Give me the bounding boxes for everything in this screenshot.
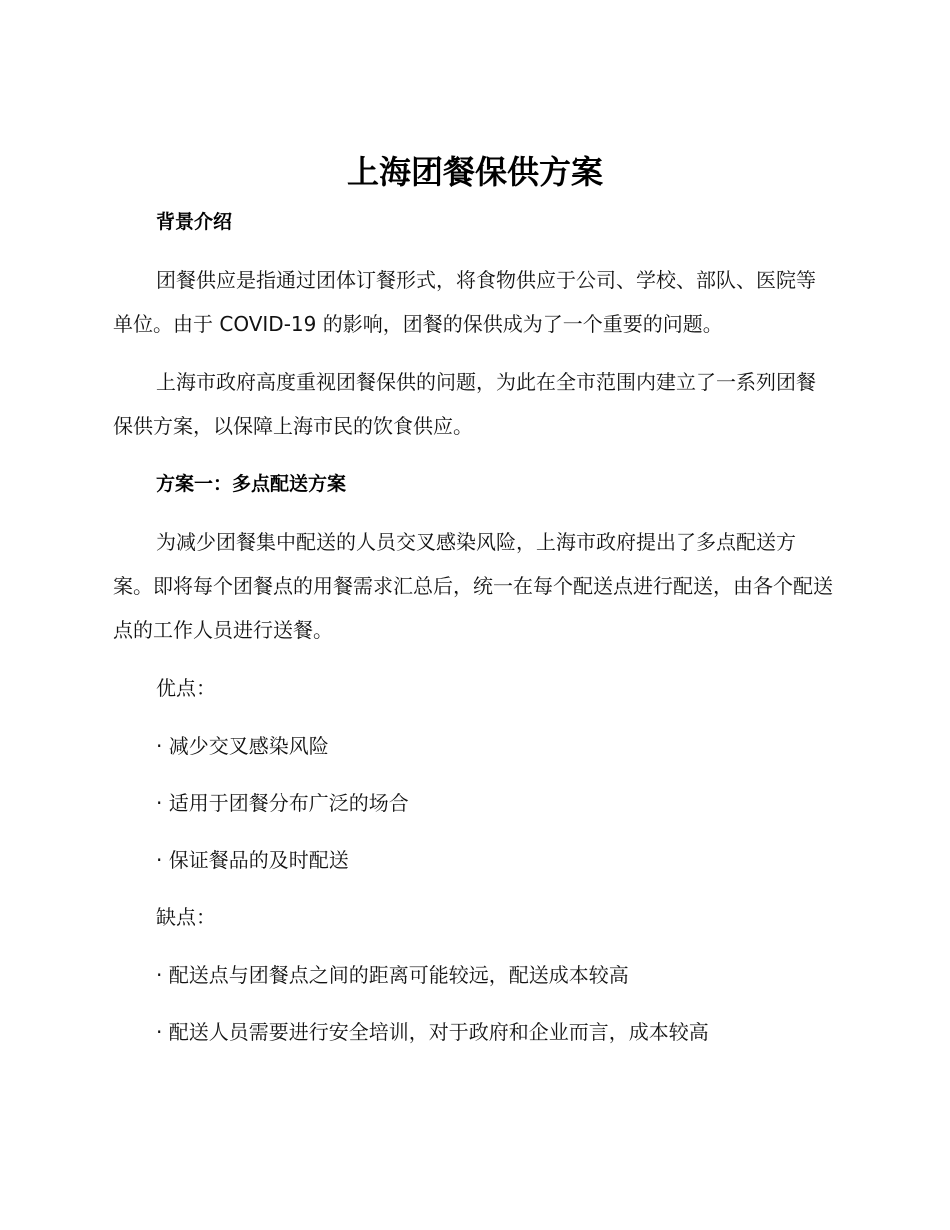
pros-list-item: · 减少交叉感染风险 <box>156 734 329 758</box>
page-title: 上海团餐保供方案 <box>346 153 603 191</box>
pros-list-item: · 保证餐品的及时配送 <box>156 848 349 872</box>
cons-list-item: · 配送人员需要进行安全培训，对于政府和企业而言，成本较高 <box>156 1020 709 1044</box>
cons-list-item: · 配送点与团餐点之间的距离可能较远，配送成本较高 <box>156 963 629 987</box>
plan1-paragraph: 为减少团餐集中配送的人员交叉感染风险，上海市政府提出了多点配送方案。即将每个团餐点的用餐需求汇总后，统一在每个配送点进行配送，由各个配送点的工作人员进行送餐。 <box>113 530 833 642</box>
background-paragraph-2: 上海市政府高度重视团餐保供的问题，为此在全市范围内建立了一系列团餐保供方案，以保障上海市民的饮食供应。 <box>113 370 816 438</box>
cons-label: 缺点： <box>156 905 216 929</box>
background-paragraph-1: 团餐供应是指通过团体订餐形式，将食物供应于公司、学校、部队、医院等单位。由于 COVID-19 的影响，团餐的保供成为了一个重要的问题。 <box>113 268 816 336</box>
pros-label: 优点： <box>156 676 216 700</box>
section-heading-plan1: 方案一：多点配送方案 <box>156 473 347 495</box>
section-heading-background: 背景介绍 <box>156 211 233 233</box>
pros-list-item: · 适用于团餐分布广泛的场合 <box>156 791 409 815</box>
